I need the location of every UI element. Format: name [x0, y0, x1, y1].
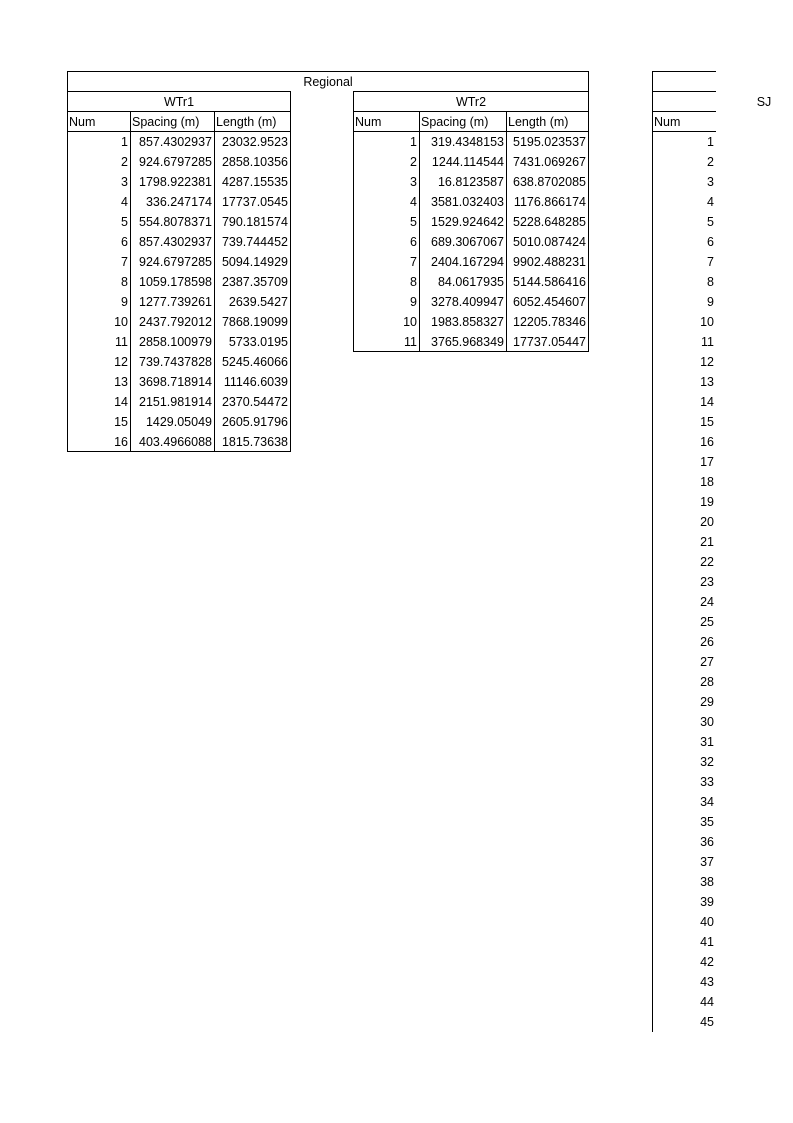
sj-cell-num: 30: [700, 715, 714, 729]
wtr2-cell-length: 9902.488231: [513, 255, 586, 269]
sj-cell-num: 34: [700, 795, 714, 809]
wtr1-header-spacing: Spacing (m): [132, 115, 200, 129]
wtr2-cell-length: 5228.648285: [513, 215, 586, 229]
wtr2-cell-length: 5010.087424: [513, 235, 586, 249]
sj-cell-num: 3: [707, 175, 714, 189]
sj-cell-num: 31: [700, 735, 714, 749]
wtr2-cell-num: 6: [410, 235, 417, 249]
sj-cell-num: 20: [700, 515, 714, 529]
wtr1-cell-num: 2: [121, 155, 128, 169]
wtr1-header-num: Num: [69, 115, 96, 129]
sj-cell-num: 33: [700, 775, 714, 789]
regional-title: Regional: [303, 75, 353, 89]
wtr2-title: WTr2: [455, 95, 487, 109]
sj-cell-num: 24: [700, 595, 714, 609]
sj-cell-num: 36: [700, 835, 714, 849]
sj-cell-num: 43: [700, 975, 714, 989]
wtr2-cell-num: 10: [403, 315, 417, 329]
wtr2-cell-spacing: 3581.032403: [431, 195, 504, 209]
wtr1-cell-length: 23032.9523: [221, 135, 288, 149]
wtr1-cell-length: 2370.54472: [221, 395, 288, 409]
wtr1-cell-spacing: 857.4302937: [139, 135, 212, 149]
sj-cell-num: 23: [700, 575, 714, 589]
wtr1-cell-length: 2387.35709: [221, 275, 288, 289]
sj-cell-num: 40: [700, 915, 714, 929]
wtr2-cell-spacing: 689.3067067: [431, 235, 504, 249]
wtr1-cell-length: 5245.46066: [221, 355, 288, 369]
wtr2-cell-length: 6052.454607: [513, 295, 586, 309]
sj-cell-num: 1: [707, 135, 714, 149]
sj-cell-num: 28: [700, 675, 714, 689]
sj-cell-num: 9: [707, 295, 714, 309]
wtr2-header-length: Length (m): [508, 115, 569, 129]
sj-cell-num: 18: [700, 475, 714, 489]
wtr1-cell-spacing: 924.6797285: [139, 255, 212, 269]
wtr1-cell-spacing: 2151.981914: [139, 395, 212, 409]
wtr2-cell-spacing: 16.8123587: [437, 175, 504, 189]
wtr2-cell-spacing: 84.0617935: [437, 275, 504, 289]
sj-cell-num: 11: [701, 335, 714, 349]
wtr2-cell-num: 2: [410, 155, 417, 169]
wtr1-cell-spacing: 554.8078371: [139, 215, 212, 229]
sj-cell-num: 12: [700, 355, 714, 369]
wtr2-cell-num: 1: [410, 135, 417, 149]
wtr1-header-length: Length (m): [216, 115, 277, 129]
wtr1-cell-length: 5094.14929: [221, 255, 288, 269]
sj-cell-num: 41: [700, 935, 714, 949]
wtr2-header-num: Num: [355, 115, 382, 129]
sj-cell-num: 38: [700, 875, 714, 889]
wtr2-header-spacing: Spacing (m): [421, 115, 489, 129]
wtr2-cell-num: 9: [410, 295, 417, 309]
sj-cell-num: 35: [700, 815, 714, 829]
wtr1-cell-spacing: 924.6797285: [139, 155, 212, 169]
wtr1-cell-num: 12: [114, 355, 128, 369]
wtr2-right-border: [588, 91, 589, 352]
wtr1-cell-spacing: 857.4302937: [139, 235, 212, 249]
sj-cell-num: 8: [707, 275, 714, 289]
wtr1-cell-spacing: 1277.739261: [139, 295, 212, 309]
wtr2-cell-length: 5195.023537: [513, 135, 586, 149]
sj-cell-num: 4: [707, 195, 714, 209]
sj-cell-num: 6: [707, 235, 714, 249]
wtr1-cell-spacing: 403.4966088: [139, 435, 212, 449]
wtr1-cell-length: 2605.91796: [221, 415, 288, 429]
wtr1-cell-num: 14: [114, 395, 128, 409]
wtr1-cell-spacing: 1429.05049: [145, 415, 212, 429]
wtr1-cell-num: 13: [114, 375, 128, 389]
wtr1-cell-num: 6: [121, 235, 128, 249]
wtr1-cell-num: 7: [121, 255, 128, 269]
wtr1-cell-spacing: 1059.178598: [139, 275, 212, 289]
wtr2-cell-spacing: 1244.114544: [431, 155, 504, 169]
wtr2-cell-spacing: 3765.968349: [431, 335, 504, 349]
wtr2-cell-length: 5144.586416: [513, 275, 586, 289]
sj-cell-num: 5: [707, 215, 714, 229]
sj-cell-num: 26: [700, 635, 714, 649]
wtr1-cell-length: 1815.73638: [221, 435, 288, 449]
sj-cell-num: 22: [700, 555, 714, 569]
wtr1-cell-num: 11: [115, 335, 128, 349]
wtr1-cell-length: 790.181574: [221, 215, 288, 229]
wtr2-cell-num: 5: [410, 215, 417, 229]
wtr1-cell-spacing: 336.247174: [145, 195, 212, 209]
wtr1-cell-num: 9: [121, 295, 128, 309]
sj-cell-num: 13: [700, 375, 714, 389]
sj-title: SJ: [756, 95, 772, 109]
wtr1-cell-num: 10: [114, 315, 128, 329]
sj-cell-num: 10: [700, 315, 714, 329]
wtr2-cell-spacing: 1983.858327: [431, 315, 504, 329]
wtr1-cell-length: 17737.0545: [221, 195, 288, 209]
sj-cell-num: 25: [700, 615, 714, 629]
wtr1-cell-length: 4287.15535: [221, 175, 288, 189]
sj-cell-num: 17: [700, 455, 714, 469]
sj-cell-num: 44: [700, 995, 714, 1009]
sj-top-border: [652, 71, 716, 72]
wtr2-cell-length: 7431.069267: [513, 155, 586, 169]
wtr1-cell-length: 11146.6039: [223, 375, 288, 389]
sj-cell-num: 2: [707, 155, 714, 169]
sj-cell-num: 7: [707, 255, 714, 269]
wtr1-cell-spacing: 1798.922381: [139, 175, 212, 189]
sj-cell-num: 29: [700, 695, 714, 709]
wtr2-cell-num: 11: [404, 335, 417, 349]
wtr2-cell-num: 8: [410, 275, 417, 289]
wtr1-right-border: [290, 91, 291, 452]
sj-cell-num: 15: [700, 415, 714, 429]
sj-title-top-border: [652, 91, 716, 92]
sj-cell-num: 16: [700, 435, 714, 449]
sj-header-num: Num: [654, 115, 681, 129]
sj-cell-num: 14: [700, 395, 714, 409]
wtr1-cell-num: 1: [121, 135, 128, 149]
sj-cell-num: 27: [700, 655, 714, 669]
wtr2-cell-num: 4: [410, 195, 417, 209]
wtr1-cell-num: 15: [114, 415, 128, 429]
wtr2-cell-num: 3: [410, 175, 417, 189]
sj-cell-num: 37: [700, 855, 714, 869]
wtr2-cell-length: 638.8702085: [513, 175, 586, 189]
wtr2-cell-num: 7: [410, 255, 417, 269]
sj-cell-num: 32: [700, 755, 714, 769]
sj-cell-num: 21: [700, 535, 714, 549]
wtr1-title: WTr1: [163, 95, 195, 109]
wtr1-cell-num: 8: [121, 275, 128, 289]
wtr1-cell-num: 3: [121, 175, 128, 189]
wtr1-cell-spacing: 2437.792012: [139, 315, 212, 329]
wtr1-cell-spacing: 739.7437828: [139, 355, 212, 369]
sj-cell-num: 39: [700, 895, 714, 909]
wtr2-cell-length: 1176.866174: [513, 195, 586, 209]
sj-cell-num: 42: [700, 955, 714, 969]
wtr1-cell-length: 739.744452: [221, 235, 288, 249]
wtr1-cell-spacing: 3698.718914: [139, 375, 212, 389]
wtr2-cell-spacing: 1529.924642: [431, 215, 504, 229]
wtr2-cell-spacing: 2404.167294: [431, 255, 504, 269]
wtr2-cell-length: 12205.78346: [513, 315, 586, 329]
wtr1-cell-length: 7868.19099: [221, 315, 288, 329]
wtr1-cell-length: 2639.5427: [228, 295, 288, 309]
sj-cell-num: 19: [700, 495, 714, 509]
wtr1-cell-spacing: 2858.100979: [139, 335, 212, 349]
wtr2-cell-spacing: 319.4348153: [431, 135, 504, 149]
wtr1-cell-num: 4: [121, 195, 128, 209]
wtr1-cell-length: 5733.0195: [228, 335, 288, 349]
wtr1-cell-length: 2858.10356: [221, 155, 288, 169]
wtr1-cell-num: 16: [114, 435, 128, 449]
sj-cell-num: 45: [700, 1015, 714, 1029]
wtr1-cell-num: 5: [121, 215, 128, 229]
wtr2-cell-spacing: 3278.409947: [431, 295, 504, 309]
wtr2-cell-length: 17737.05447: [513, 335, 586, 349]
